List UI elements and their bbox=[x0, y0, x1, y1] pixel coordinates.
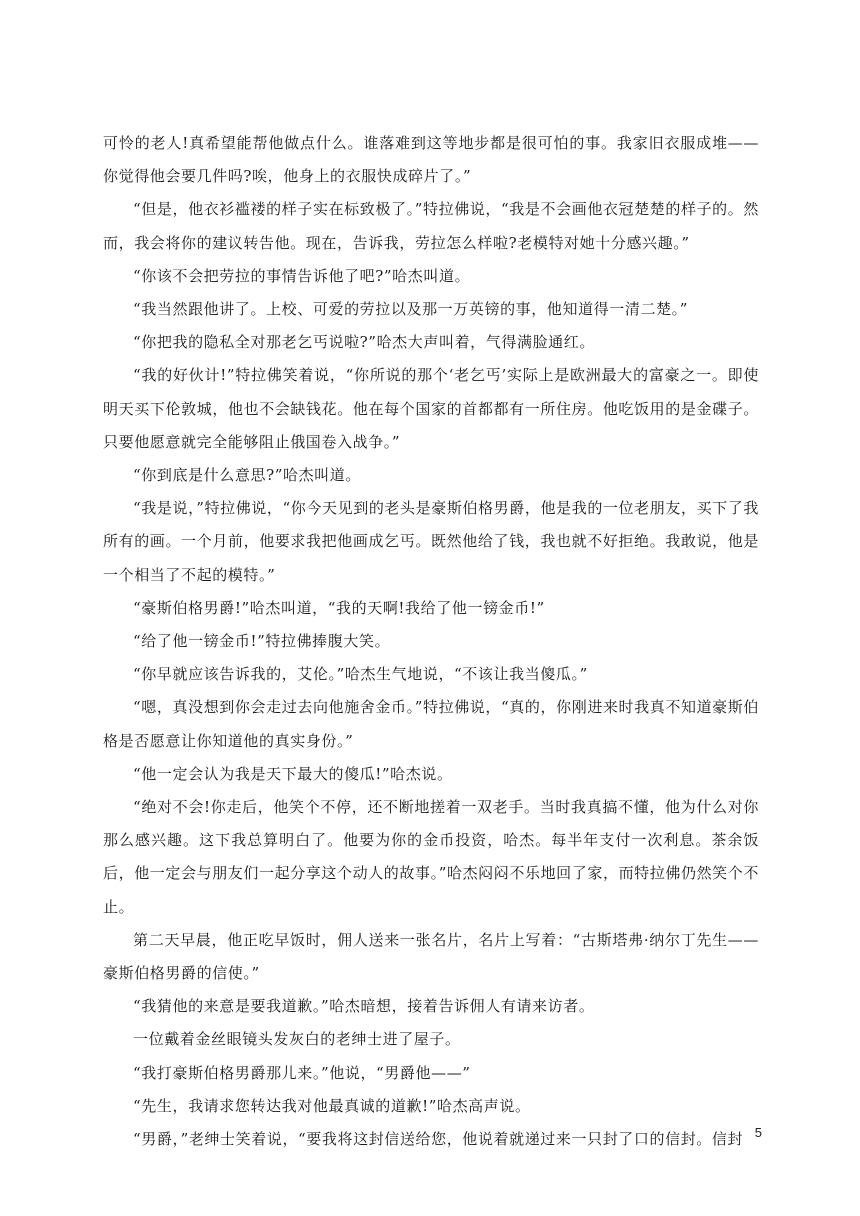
paragraph-17: 一位戴着金丝眼镜头发灰白的老绅士进了屋子。 bbox=[133, 1030, 461, 1049]
paragraph-6: “我的好伙计!”特拉佛笑着说，“你所说的那个‘老乞丐’实际上是欧洲最大的富豪之一。即使明天买下伦敦城，他也不会缺钱花。他在每个国家的首都都有一所住房。他吃饭用的是金碟子。只要他愿意就完全能够阻止俄国卷入战争。” bbox=[103, 366, 759, 451]
paragraph-7: “你到底是什么意思?”哈杰叫道。 bbox=[133, 466, 361, 485]
paragraph-5: “你把我的隐私全对那老乞丐说啦?”哈杰大声叫着，气得满脸通红。 bbox=[133, 333, 595, 352]
paragraph-11: “你早就应该告诉我的，艾伦。”哈杰生气地说，“不该让我当傻瓜。” bbox=[133, 665, 588, 684]
paragraph-18: “我打豪斯伯格男爵那儿来。”他说，“男爵他——” bbox=[133, 1063, 471, 1082]
paragraph-8: “我是说，”特拉佛说，“你今天见到的老头是豪斯伯格男爵，他是我的一位老朋友，买下了我所有的画。一个月前，他要求我把他画成乞丐。既然他给了钱，我也就不好拒绝。我敢说，他是一个相当了不起的模特。” bbox=[103, 499, 759, 584]
paragraph-4: “我当然跟他讲了。上校、可爱的劳拉以及那一万英镑的事，他知道得一清二楚。” bbox=[133, 300, 689, 319]
paragraph-3: “你该不会把劳拉的事情告诉他了吧?”哈杰叫道。 bbox=[133, 266, 471, 285]
paragraph-16: “我猜他的来意是要我道歉。”哈杰暗想，接着告诉佣人有请来访者。 bbox=[133, 997, 595, 1016]
paragraph-15: 第二天早晨，他正吃早饭时，佣人送来一张名片，名片上写着：“古斯塔弗·纳尔丁先生——豪斯伯格男爵的信使。” bbox=[103, 930, 759, 983]
paragraph-2: “但是，他衣衫褴褛的样子实在标致极了。”特拉佛说，“我是不会画他衣冠楚楚的样子的。然而，我会将你的建议转告他。现在，告诉我，劳拉怎么样啦?老模特对她十分感兴趣。” bbox=[103, 200, 759, 252]
paragraph-19: “先生，我请求您转达我对他最真诚的道歉!”哈杰高声说。 bbox=[133, 1096, 531, 1115]
body-text bbox=[103, 127, 759, 1156]
paragraph-14: “绝对不会!你走后，他笑个不停，还不断地搓着一双老手。当时我真搞不懂，他为什么对你那么感兴趣。这下我总算明白了。他要为你的金币投资，哈杰。每半年支付一次利息。茶余饭后，他一定会与朋友们一起分享这个动人的故事。”哈杰闷闷不乐地回了家，而特拉佛仍然笑个不止。 bbox=[103, 798, 759, 916]
paragraph-13: “他一定会认为我是天下最大的傻瓜!”哈杰说。 bbox=[133, 764, 453, 783]
paragraph-20: “男爵，”老绅士笑着说，“要我将这封信送给您，他说着就递过来一只封了口的信封。信封 bbox=[133, 1130, 744, 1149]
paragraph-10: “给了他一镑金币!”特拉佛捧腹大笑。 bbox=[133, 632, 391, 651]
paragraph-9: “豪斯伯格男爵!”哈杰叫道，“我的天啊!我给了他一镑金币!” bbox=[133, 598, 545, 617]
paragraph-12: “嗯，真没想到你会走过去向他施舍金币。”特拉佛说，“真的，你刚进来时我真不知道豪斯伯格是否愿意让你知道他的真实身份。” bbox=[103, 698, 759, 750]
paragraph-1: 可怜的老人!真希望能帮他做点什么。谁落难到这等地步都是很可怕的事。我家旧衣服成堆——你觉得他会要几件吗?唉，他身上的衣服快成碎片了。” bbox=[103, 134, 759, 186]
page-number: 5 bbox=[754, 1125, 762, 1140]
